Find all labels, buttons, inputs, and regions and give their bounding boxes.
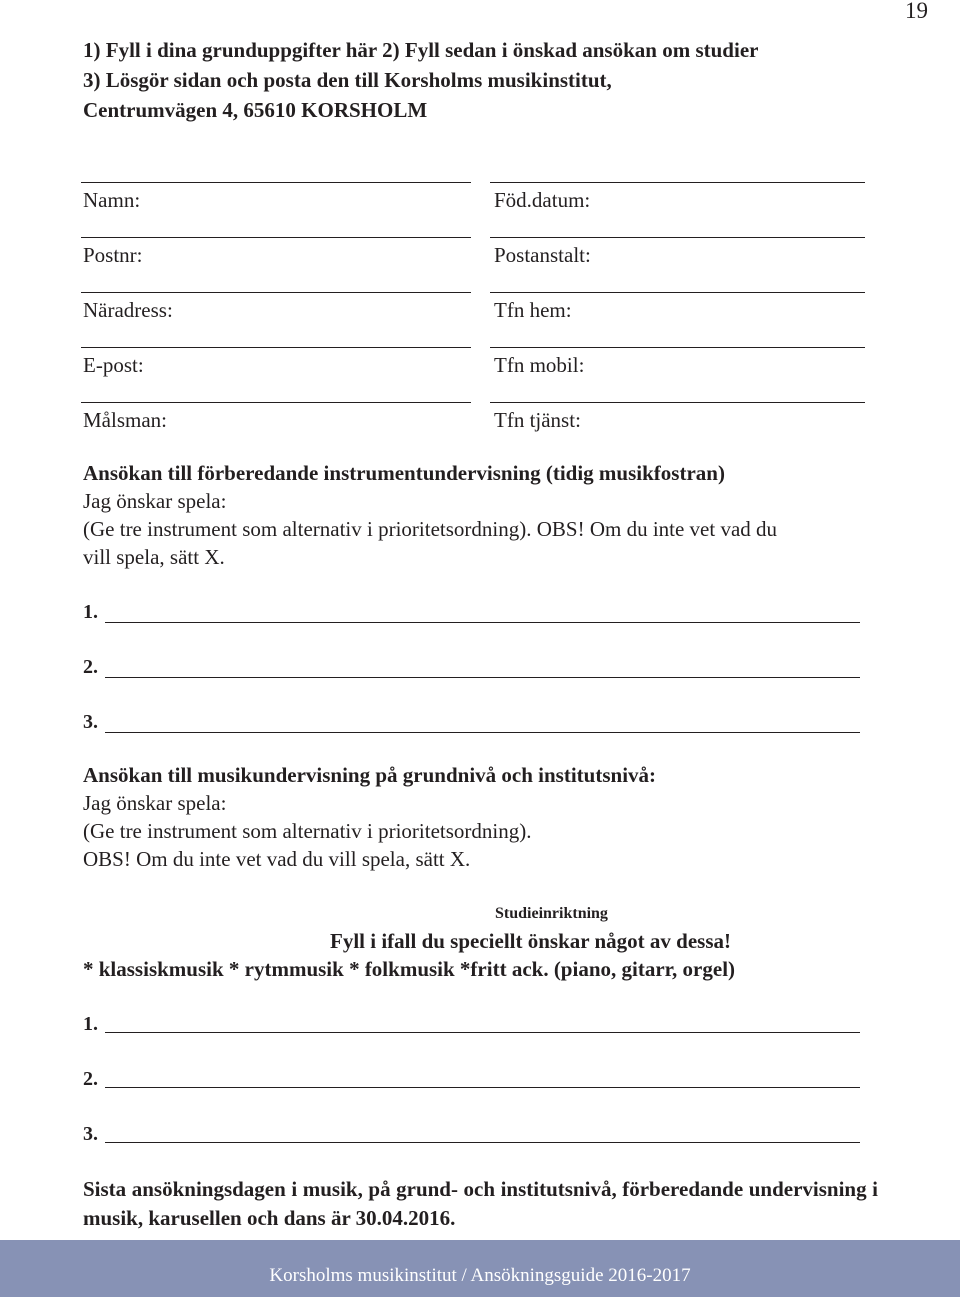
deadline-notice: Sista ansökningsdagen i musik, på grund- och institutsnivå, förberedande undervisning i musik, karusellen och dans är 30.04.2016. bbox=[83, 1177, 878, 1230]
postal-code-line[interactable] bbox=[81, 237, 471, 238]
intro-line-2: 3) Lösgör sidan och posta den till Korsholms musikinstitut, bbox=[83, 68, 612, 92]
section1-heading: Ansökan till förberedande instrumentundervisning (tidig musikfostran) bbox=[83, 461, 725, 485]
study-options: * klassiskmusik * rytmmusik * folkmusik *fritt ack. (piano, gitarr, orgel) bbox=[83, 957, 736, 981]
intro-line-1: 1) Fyll i dina grunduppgifter här 2) Fyll sedan i önskad ansökan om studier bbox=[83, 38, 759, 62]
section2-number-3: 3. bbox=[83, 1123, 98, 1145]
home-phone-label: Tfn hem: bbox=[494, 298, 572, 322]
section1-instrument-3-line[interactable] bbox=[105, 732, 860, 733]
section2-line-3: OBS! Om du inte vet vad du vill spela, sätt X. bbox=[83, 847, 471, 871]
post-office-label: Postanstalt: bbox=[494, 243, 591, 267]
section1-instrument-1-line[interactable] bbox=[105, 622, 860, 623]
email-label: E-post: bbox=[83, 353, 144, 377]
section2-instrument-1-line[interactable] bbox=[105, 1032, 860, 1033]
section2-line-1: Jag önskar spela: bbox=[83, 791, 227, 815]
birthdate-label: Föd.datum: bbox=[494, 188, 591, 212]
home-phone-line[interactable] bbox=[490, 292, 865, 293]
post-office-line[interactable] bbox=[490, 237, 865, 238]
section2-instrument-2-line[interactable] bbox=[105, 1087, 860, 1088]
section1-line-1: Jag önskar spela: bbox=[83, 489, 227, 513]
birthdate-line[interactable] bbox=[490, 182, 865, 183]
footer-text: Korsholms musikinstitut / Ansökningsguide 2016-2017 bbox=[269, 1265, 691, 1286]
guardian-label: Målsman: bbox=[83, 408, 167, 432]
mobile-phone-label: Tfn mobil: bbox=[494, 353, 585, 377]
section2-line-2: (Ge tre instrument som alternativ i prioritetsordning). bbox=[83, 819, 532, 843]
section2-number-1: 1. bbox=[83, 1013, 98, 1035]
work-phone-line[interactable] bbox=[490, 402, 865, 403]
section1-instrument-2-line[interactable] bbox=[105, 677, 860, 678]
studie-label: Studieinriktning bbox=[495, 905, 608, 922]
fill-note: Fyll i ifall du speciellt önskar något av dessa! bbox=[330, 929, 731, 953]
address-label: Näradress: bbox=[83, 298, 173, 322]
name-line[interactable] bbox=[81, 182, 471, 183]
guardian-line[interactable] bbox=[81, 402, 471, 403]
address-line[interactable] bbox=[81, 292, 471, 293]
work-phone-label: Tfn tjänst: bbox=[494, 408, 581, 432]
postal-code-label: Postnr: bbox=[83, 243, 143, 267]
section1-number-3: 3. bbox=[83, 711, 98, 733]
name-label: Namn: bbox=[83, 188, 141, 212]
section2-heading: Ansökan till musikundervisning på grundnivå och institutsnivå: bbox=[83, 763, 657, 787]
section1-number-1: 1. bbox=[83, 601, 98, 623]
section1-line-2: (Ge tre instrument som alternativ i prioritetsordning). OBS! Om du inte vet vad du bbox=[83, 517, 778, 541]
intro-line-3: Centrumvägen 4, 65610 KORSHOLM bbox=[83, 98, 428, 122]
section1-line-3: vill spela, sätt X. bbox=[83, 545, 225, 569]
mobile-phone-line[interactable] bbox=[490, 347, 865, 348]
section2-number-2: 2. bbox=[83, 1068, 98, 1090]
page-number: 19 bbox=[905, 0, 928, 23]
section1-number-2: 2. bbox=[83, 656, 98, 678]
section2-instrument-3-line[interactable] bbox=[105, 1142, 860, 1143]
email-line[interactable] bbox=[81, 347, 471, 348]
